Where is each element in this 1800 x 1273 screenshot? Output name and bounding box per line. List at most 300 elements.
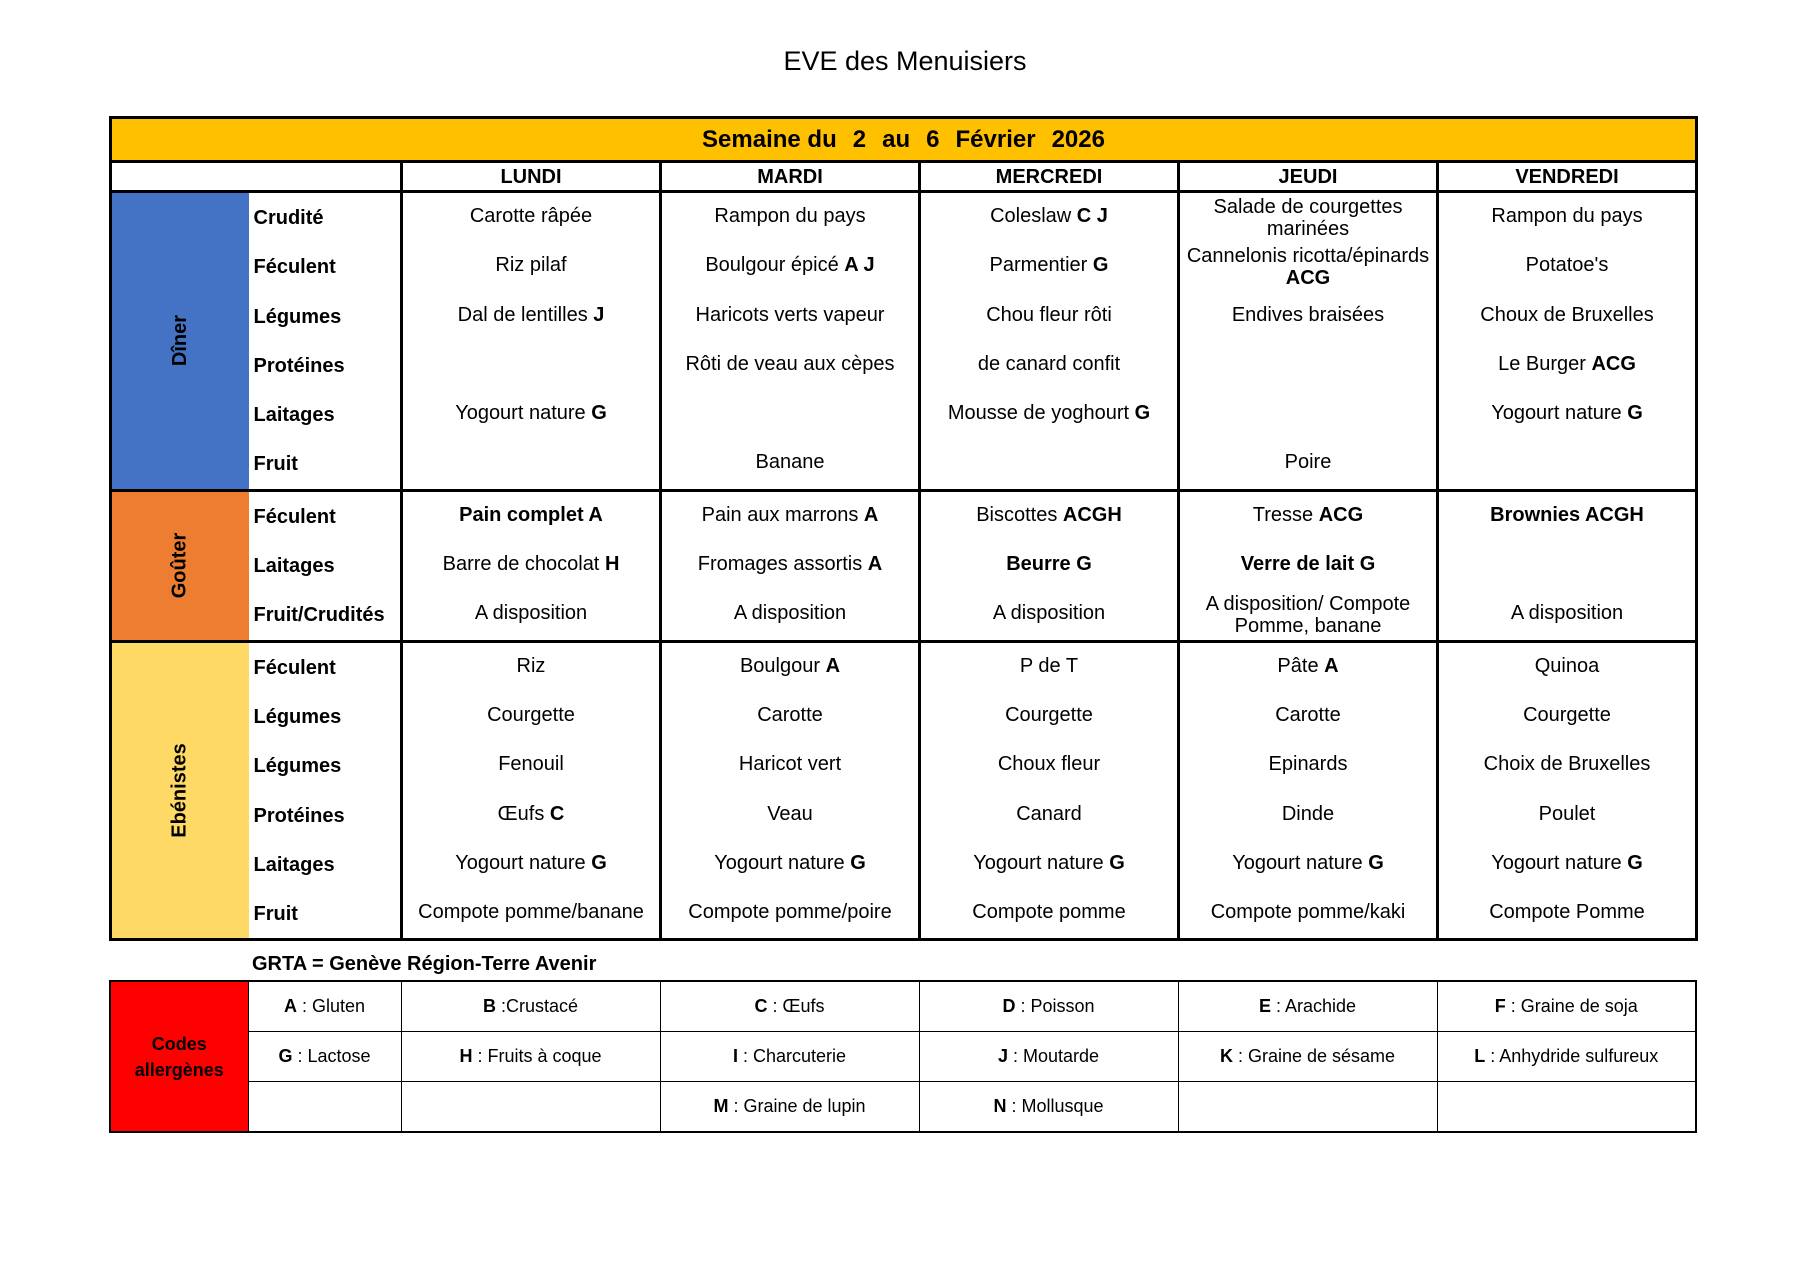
dish-name: Rampon du pays [714, 205, 866, 227]
allergen-letter: D [1002, 996, 1016, 1016]
menu-item [662, 643, 918, 692]
allergen-letter: J [997, 1046, 1008, 1066]
allergen-cell [248, 1082, 401, 1133]
menu-item-text [1484, 753, 1651, 775]
dish-name: Riz pilaf [495, 254, 567, 277]
allergen-code: ACG [1591, 352, 1636, 375]
menu-item [1180, 492, 1436, 541]
menu-item-text [756, 451, 825, 473]
allergen-code: H [604, 553, 620, 576]
menu-item-text [972, 901, 1125, 923]
category-column-ebenistes [249, 641, 402, 940]
gouter-friday-cell [1438, 490, 1697, 641]
allergen-cell [401, 1032, 660, 1082]
allergen-code: G [1092, 254, 1109, 277]
menu-item [1180, 439, 1436, 488]
allergen-cell [401, 981, 660, 1032]
menu-item-text [1491, 402, 1643, 424]
menu-item-text [948, 402, 1150, 424]
menu-item [662, 590, 918, 639]
dish-name: Verre de lait G [1240, 553, 1376, 576]
week-start-day: 2 [852, 125, 867, 153]
menu-item [403, 492, 659, 541]
menu-item [403, 292, 659, 341]
menu-item [1180, 692, 1436, 741]
allergen-description: : Anhydride sulfureux [1485, 1046, 1659, 1066]
allergen-letter: A [283, 996, 297, 1016]
menu-item [1180, 643, 1436, 692]
dish-name: Haricot vert [738, 753, 842, 776]
dish-name: Veau [767, 802, 813, 825]
dish-name: A disposition [992, 602, 1106, 625]
allergen-letter: M [713, 1096, 729, 1116]
dish-name: Courgette [487, 703, 575, 726]
dish-name: Yogourt nature [714, 851, 851, 874]
allergen-code: G [1627, 851, 1643, 874]
menu-item-text [767, 803, 813, 825]
section-label-diner [111, 192, 249, 491]
menu-item-text [714, 205, 865, 227]
category-label: Protéines [253, 804, 345, 827]
menu-item-text [1180, 245, 1436, 289]
day-header-thursday: JEUDI [1179, 162, 1438, 192]
menu-item [662, 741, 918, 790]
allergen-letter: F [1494, 996, 1506, 1016]
section-row [111, 641, 1697, 940]
allergen-code: ACGH [1062, 503, 1122, 526]
menu-item-text [1523, 704, 1611, 726]
dish-name: Choux de Bruxelles [1480, 303, 1654, 326]
menu-item [403, 390, 659, 439]
menu-item-text [1253, 504, 1363, 526]
category-label: Légumes [253, 755, 342, 778]
dish-name: Carotte [1275, 703, 1341, 726]
menu-item-text [517, 655, 546, 677]
allergen-cell [919, 981, 1178, 1032]
menu-item-text [1006, 553, 1092, 575]
allergen-description: : Gluten [296, 996, 366, 1016]
menu-item [921, 840, 1177, 889]
menu-item [403, 889, 659, 938]
gouter-thursday-cell [1179, 490, 1438, 641]
dish-name: Pain aux marrons [701, 503, 864, 526]
menu-item-text [1211, 901, 1406, 923]
dish-name: Dinde [1281, 802, 1335, 825]
menu-item-text [487, 704, 575, 726]
diner-tuesday-cell [661, 192, 920, 491]
menu-item-text [498, 803, 565, 825]
section-label-text: Ebénistes [168, 743, 191, 838]
menu-item [1439, 840, 1695, 889]
dish-name: P de T [1019, 654, 1079, 677]
dish-name: Brownies ACGH [1490, 503, 1644, 526]
allergen-cell [660, 1082, 919, 1133]
day-header-friday: VENDREDI [1438, 162, 1697, 192]
menu-item [403, 590, 659, 639]
allergen-description: : Charcuterie [737, 1046, 847, 1066]
dish-name: Compote pomme [972, 901, 1126, 924]
section-label-gouter [111, 490, 249, 641]
menu-item-text [685, 353, 894, 375]
dish-name: Riz [516, 654, 546, 677]
category-label: Féculent [253, 505, 336, 528]
week-label: Semaine du [702, 125, 837, 153]
week-end-day: 6 [926, 125, 940, 153]
allergen-label-line2: allergènes [134, 1059, 224, 1080]
allergen-cell [1178, 981, 1437, 1032]
gouter-monday-cell [402, 490, 661, 641]
week-month: Février [955, 125, 1036, 153]
dish-name: Tresse [1252, 503, 1319, 526]
dish-name: Choix de Bruxelles [1483, 753, 1651, 776]
menu-item [921, 439, 1177, 488]
dish-name: Carotte [757, 703, 823, 726]
allergen-letter: H [459, 1046, 473, 1066]
diner-monday-cell [402, 192, 661, 491]
dish-name: Barre de chocolat [442, 553, 605, 576]
menu-item-text [495, 254, 566, 276]
dish-name: Rampon du pays [1491, 205, 1643, 227]
dish-name: Endives braisées [1231, 303, 1385, 326]
menu-item [921, 889, 1177, 938]
allergen-letter: G [278, 1046, 293, 1066]
allergen-description: : Mollusque [1006, 1096, 1104, 1116]
allergen-code: G [1627, 402, 1643, 425]
allergen-code: A [825, 654, 841, 677]
dish-name: Boulgour [739, 654, 826, 677]
menu-item-text [1180, 593, 1436, 637]
allergen-letter: C [754, 996, 768, 1016]
menu-item-text [698, 553, 883, 575]
menu-item-text [1241, 553, 1376, 575]
menu-item [403, 341, 659, 390]
allergen-code: A [1324, 654, 1339, 677]
menu-item [662, 840, 918, 889]
menu-item-text [990, 254, 1109, 276]
weekly-menu-table [109, 116, 1698, 941]
dish-name: Chou fleur rôti [986, 303, 1112, 326]
menu-item [1180, 889, 1436, 938]
allergen-code: G [1109, 851, 1125, 874]
menu-item [403, 439, 659, 488]
menu-item [921, 193, 1177, 242]
menu-item [403, 791, 659, 840]
dish-name: Dal de lentilles [457, 303, 594, 326]
menu-item [921, 292, 1177, 341]
dish-name: Beurre G [1006, 553, 1092, 576]
menu-item [662, 193, 918, 242]
menu-item [921, 242, 1177, 291]
menu-item-text [1016, 803, 1082, 825]
dish-name: Quinoa [1534, 654, 1600, 677]
menu-item-text [696, 304, 885, 326]
diner-wednesday-cell [920, 192, 1179, 491]
menu-item [1439, 193, 1695, 242]
category-column-gouter [249, 490, 402, 641]
dish-name: Pain complet A [459, 503, 603, 526]
menu-item [1180, 193, 1436, 242]
allergen-letter: N [993, 1096, 1007, 1116]
menu-item [662, 292, 918, 341]
allergen-cell [919, 1032, 1178, 1082]
menu-item [403, 741, 659, 790]
menu-item-text [455, 402, 607, 424]
allergen-description: : Lactose [292, 1046, 371, 1066]
menu-item [1439, 590, 1695, 639]
menu-item [1180, 840, 1436, 889]
menu-item [403, 840, 659, 889]
menu-item [1439, 242, 1695, 291]
allergen-description: : Œufs [767, 996, 825, 1016]
category-label: Fruit [253, 453, 298, 476]
allergen-label-line1: Codes [151, 1033, 207, 1054]
dish-name: Compote pomme/kaki [1210, 901, 1406, 924]
menu-item [1180, 341, 1436, 390]
menu-item [921, 791, 1177, 840]
category-label: Laitages [253, 853, 335, 876]
allergen-description: : Fruits à coque [472, 1046, 602, 1066]
dish-name: Courgette [1005, 703, 1093, 726]
menu-item-text [973, 852, 1125, 874]
grta-note: GRTA = Genève Région-Terre Avenir [252, 953, 597, 975]
menu-item-text [1282, 803, 1334, 825]
menu-item [662, 791, 918, 840]
allergen-description: : Poisson [1015, 996, 1095, 1016]
menu-item [1439, 341, 1695, 390]
allergen-cell [1178, 1082, 1437, 1133]
menu-item-text [1269, 753, 1348, 775]
category-label: Crudité [253, 207, 324, 229]
gouter-tuesday-cell [661, 490, 920, 641]
dish-name: Yogourt nature [973, 851, 1110, 874]
menu-item-text [459, 504, 603, 526]
menu-item-text [1526, 254, 1609, 276]
menu-item [1180, 390, 1436, 439]
category-label: Fruit [253, 903, 298, 926]
menu-item [1439, 541, 1695, 590]
ebenistes-monday-cell [402, 641, 661, 940]
day-header-tuesday: MARDI [661, 162, 920, 192]
section-label-ebenistes [111, 641, 249, 940]
menu-item-text [1535, 655, 1600, 677]
allergen-letter: L [1474, 1046, 1486, 1066]
menu-item [1180, 541, 1436, 590]
allergen-letter: B [482, 996, 496, 1016]
week-to: au [882, 125, 911, 153]
dish-name: Mousse de yoghourt [947, 402, 1135, 425]
menu-item [403, 242, 659, 291]
menu-item [921, 541, 1177, 590]
dish-name: Compote pomme/poire [688, 901, 892, 924]
dish-name: Boulgour épicé [705, 254, 845, 277]
menu-item-text [1491, 205, 1642, 227]
menu-item [403, 643, 659, 692]
allergen-code: G [591, 851, 607, 874]
menu-item-text [1490, 504, 1644, 526]
menu-item-text [1498, 353, 1636, 375]
allergen-code: ACG [1318, 503, 1364, 526]
dish-name: Parmentier [989, 254, 1093, 277]
menu-item [921, 643, 1177, 692]
dish-name: Pâte [1277, 654, 1325, 677]
menu-item [662, 390, 918, 439]
day-header-wednesday: MERCREDI [920, 162, 1179, 192]
allergen-letter: K [1219, 1046, 1233, 1066]
menu-item-text [976, 504, 1122, 526]
allergen-code: A [863, 503, 879, 526]
dish-name: Poire [1284, 451, 1332, 474]
menu-item [403, 692, 659, 741]
diner-thursday-cell [1179, 192, 1438, 491]
menu-item [662, 341, 918, 390]
week-year: 2026 [1051, 125, 1105, 153]
menu-item [1180, 292, 1436, 341]
category-label: Légumes [253, 705, 342, 728]
dish-name: Yogourt nature [1491, 851, 1628, 874]
category-label: Légumes [253, 305, 342, 328]
dish-name: Courgette [1523, 703, 1611, 726]
dish-name: Potatoe's [1525, 254, 1609, 277]
allergen-cell [1178, 1032, 1437, 1082]
diner-friday-cell [1438, 192, 1697, 491]
menu-item [1180, 242, 1436, 291]
allergen-cell [401, 1082, 660, 1133]
dish-name: Compote Pomme [1489, 901, 1645, 924]
category-label: Fruit/Crudités [253, 604, 385, 627]
dish-name: Salade de courgettes marinées [1213, 195, 1403, 240]
menu-item-text [1539, 803, 1596, 825]
section-label-text: Goûter [168, 532, 191, 599]
menu-item-text [714, 852, 866, 874]
dish-name: Banane [755, 451, 825, 474]
ebenistes-tuesday-cell [661, 641, 920, 940]
menu-item-text [1275, 704, 1341, 726]
category-label: Laitages [253, 404, 335, 427]
menu-item-text [443, 553, 620, 575]
menu-item-text [1232, 852, 1384, 874]
menu-item-text [1020, 655, 1078, 677]
dish-name: Poulet [1538, 802, 1596, 825]
dish-name: Compote pomme/banane [418, 901, 644, 924]
dish-name: Œufs [497, 802, 550, 825]
menu-item-text [1277, 655, 1338, 677]
allergen-code: G [1368, 851, 1384, 874]
ebenistes-thursday-cell [1179, 641, 1438, 940]
dish-name: Carotte râpée [469, 205, 593, 227]
section-row [111, 490, 1697, 641]
dish-name: Biscottes [976, 503, 1063, 526]
menu-item-text [455, 852, 607, 874]
allergen-cell [248, 1032, 401, 1082]
menu-item [1180, 791, 1436, 840]
menu-item-text [734, 602, 846, 624]
menu-item-text [993, 602, 1105, 624]
dish-name: Yogourt nature [1491, 402, 1628, 425]
dish-name: Epinards [1268, 753, 1348, 776]
menu-item [1439, 741, 1695, 790]
menu-item-text [418, 901, 644, 923]
allergen-code: ACG [1285, 266, 1331, 289]
dish-name: Fenouil [498, 753, 564, 776]
dish-name: A disposition [474, 602, 588, 625]
dish-name: Choux fleur [997, 753, 1101, 776]
menu-item [1439, 692, 1695, 741]
allergen-code: G [850, 851, 866, 874]
allergen-code: C J [1076, 205, 1108, 227]
allergen-cell [248, 981, 401, 1032]
menu-item [921, 492, 1177, 541]
category-label: Féculent [253, 656, 336, 679]
menu-item [662, 242, 918, 291]
allergen-letter: I [732, 1046, 738, 1066]
allergen-cell [660, 1032, 919, 1082]
menu-item [921, 390, 1177, 439]
menu-item [662, 889, 918, 938]
menu-item-text [702, 504, 879, 526]
day-header-monday: LUNDI [402, 162, 661, 192]
allergen-code: A [867, 553, 883, 576]
category-label: Protéines [253, 354, 345, 377]
allergen-cell [1437, 1082, 1696, 1133]
section-row [111, 192, 1697, 491]
menu-item [662, 541, 918, 590]
dish-name: Cannelonis ricotta/épinards [1186, 244, 1430, 267]
menu-item-text [688, 901, 891, 923]
allergen-description: : Arachide [1270, 996, 1357, 1016]
dish-name: de canard confit [977, 352, 1121, 375]
gouter-wednesday-cell [920, 490, 1179, 641]
allergen-cell [1437, 1032, 1696, 1082]
menu-item-text [739, 753, 841, 775]
menu-item-text [1480, 304, 1653, 326]
menu-item-text [1489, 901, 1645, 923]
menu-item-text [1285, 451, 1332, 473]
menu-item-text [757, 704, 823, 726]
menu-item-text [978, 353, 1120, 375]
dish-name: Le Burger [1498, 352, 1592, 375]
menu-item [1439, 643, 1695, 692]
category-column-diner [249, 192, 402, 491]
dish-name: Rôti de veau aux cèpes [685, 352, 895, 375]
allergen-codes-label [110, 981, 248, 1132]
allergen-letter: E [1258, 996, 1271, 1016]
menu-item-text [1232, 304, 1384, 326]
menu-item-text [986, 304, 1112, 326]
menu-item [403, 541, 659, 590]
menu-item [1439, 439, 1695, 488]
ebenistes-wednesday-cell [920, 641, 1179, 940]
menu-item-text [458, 304, 605, 326]
section-label-text: Dîner [168, 315, 191, 367]
dish-name: A disposition [733, 602, 847, 625]
menu-item [921, 692, 1177, 741]
menu-item [921, 741, 1177, 790]
allergen-description: : Graine de lupin [728, 1096, 866, 1116]
ebenistes-friday-cell [1438, 641, 1697, 940]
menu-item [1180, 590, 1436, 639]
menu-item-text [498, 753, 564, 775]
allergen-code: A J [844, 254, 875, 277]
menu-item-text [1511, 602, 1623, 624]
document-title: EVE des Menuisiers [783, 46, 1027, 76]
menu-item-text [1005, 704, 1093, 726]
menu-item [1439, 889, 1695, 938]
corner-header [111, 162, 402, 192]
allergen-cell [1437, 981, 1696, 1032]
menu-item-text [998, 753, 1100, 775]
allergen-code: G [1134, 402, 1151, 425]
menu-item-text [475, 602, 587, 624]
